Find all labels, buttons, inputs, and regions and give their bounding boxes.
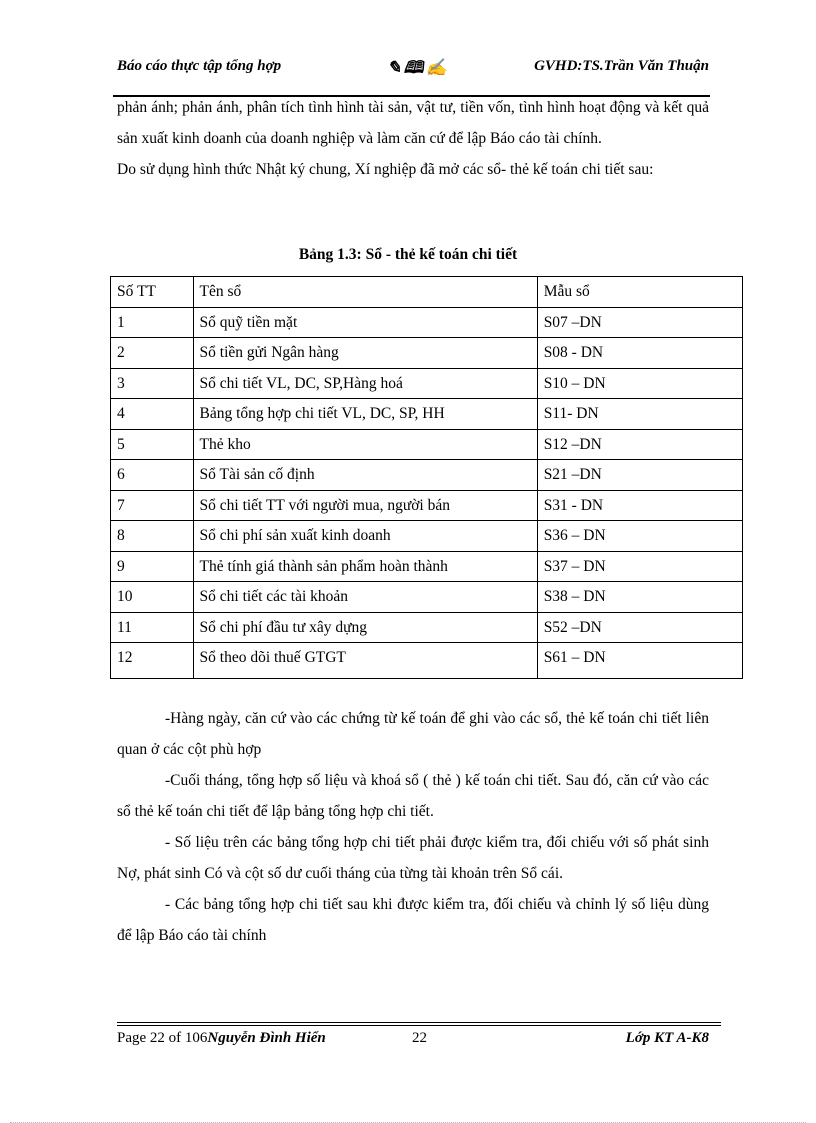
form-code-cell: S08 - DN [537,338,742,369]
form-code-cell: S31 - DN [537,490,742,521]
page-header [117,58,709,82]
procedure-paragraph-3: - Số liệu trên các bảng tổng hợp chi tiết phải được kiểm tra, đối chiếu với số phát sinh Nợ, phát sinh Có và cột số dư cuối tháng của từng tài khoản trên Sổ cái. [117,834,709,882]
row-number-cell: 3 [111,368,194,399]
procedure-paragraph-4: - Các bảng tổng hợp chi tiết sau khi được kiểm tra, đối chiếu và chỉnh lý số liệu dùng để lập Báo cáo tài chính [117,896,709,944]
table-row [111,307,743,338]
row-number-cell: 9 [111,551,194,582]
row-number-cell: 1 [111,307,194,338]
table-row [111,460,743,491]
intro-paragraph-1: phản ánh; phản ánh, phân tích tình hình tài sản, vật tư, tiền vốn, tình hình hoạt động và kết quả sản xuất kinh doanh của doanh nghiệp và làm căn cứ để lập Báo cáo tài chính. [117,99,709,147]
header-title: Báo cáo thực tập tổng hợp [117,58,282,74]
table-row [111,368,743,399]
row-number-cell: 12 [111,643,194,679]
table-row [111,429,743,460]
table-row [111,338,743,369]
row-number-cell: 4 [111,399,194,430]
table-body [111,307,743,679]
procedure-section [117,703,709,951]
footer-page-number: 22 [412,1030,427,1046]
ledger-name-cell: Sổ theo dõi thuế GTGT [193,643,537,679]
row-number-cell: 6 [111,460,194,491]
ledger-name-cell: Sổ chi tiết TT với người mua, người bán [193,490,537,521]
footer-page-info [117,1030,326,1047]
footer-divider [117,1022,721,1023]
footer-page-count: Page 22 of 106 [117,1030,208,1046]
table-row [111,643,743,679]
ledger-name-cell: Sổ Tài sản cố định [193,460,537,491]
ledger-table [110,276,743,679]
row-number-cell: 10 [111,582,194,613]
row-number-cell: 5 [111,429,194,460]
ledger-name-cell: Sổ quỹ tiền mặt [193,307,537,338]
footer-divider-2 [117,1025,721,1026]
ledger-name-cell: Sổ chi tiết VL, DC, SP,Hàng hoá [193,368,537,399]
row-number-cell: 11 [111,612,194,643]
table-row [111,521,743,552]
ledger-name-cell: Thẻ tính giá thành sản phẩm hoàn thành [193,551,537,582]
form-code-cell: S38 – DN [537,582,742,613]
ledger-name-cell: Bảng tổng hợp chi tiết VL, DC, SP, HH [193,399,537,430]
row-number-cell: 7 [111,490,194,521]
form-code-cell: S10 – DN [537,368,742,399]
header-cell-name: Tên sổ [193,277,537,308]
footer-author: Nguyễn Đình Hiển [207,1030,326,1046]
form-code-cell: S12 –DN [537,429,742,460]
table-header-row [111,277,743,308]
table-row [111,582,743,613]
ledger-name-cell: Sổ chi phí đầu tư xây dựng [193,612,537,643]
table-row [111,612,743,643]
header-cell-stt: Số TT [111,277,194,308]
ledger-name-cell: Thẻ kho [193,429,537,460]
form-code-cell: S52 –DN [537,612,742,643]
form-code-cell: S36 – DN [537,521,742,552]
ledger-name-cell: Sổ chi phí sản xuất kinh doanh [193,521,537,552]
header-ornament-icon: ✎ 🕮 ✍ [387,58,446,77]
ledger-name-cell: Sổ chi tiết các tài khoản [193,582,537,613]
page-footer [117,1030,709,1052]
header-cell-form: Mẫu sổ [537,277,742,308]
table-caption: Bảng 1.3: Sổ - thẻ kế toán chi tiết [298,246,518,263]
form-code-cell: S61 – DN [537,643,742,679]
form-code-cell: S37 – DN [537,551,742,582]
form-code-cell: S07 –DN [537,307,742,338]
procedure-paragraph-2: -Cuối tháng, tổng hợp số liệu và khoá sổ ( thẻ ) kế toán chi tiết. Sau đó, căn cứ vào các sổ thẻ kế toán chi tiết để lập bảng tổng hợp chi tiết. [117,772,709,820]
table-row [111,399,743,430]
form-code-cell: S21 –DN [537,460,742,491]
intro-section [117,92,709,185]
table-row [111,551,743,582]
form-code-cell: S11- DN [537,399,742,430]
table-row [111,490,743,521]
header-advisor: GVHD:TS.Trần Văn Thuận [534,58,709,74]
intro-paragraph-2: Do sử dụng hình thức Nhật ký chung, Xí nghiệp đã mở các sổ- thẻ kế toán chi tiết sau: [117,161,654,178]
footer-class: Lớp KT A-K8 [625,1030,709,1046]
procedure-paragraph-1: -Hàng ngày, căn cứ vào các chứng từ kế toán để ghi vào các sổ, thẻ kế toán chi tiết liên quan ở các cột phù hợp [117,710,709,758]
row-number-cell: 2 [111,338,194,369]
ledger-name-cell: Sổ tiền gửi Ngân hàng [193,338,537,369]
row-number-cell: 8 [111,521,194,552]
